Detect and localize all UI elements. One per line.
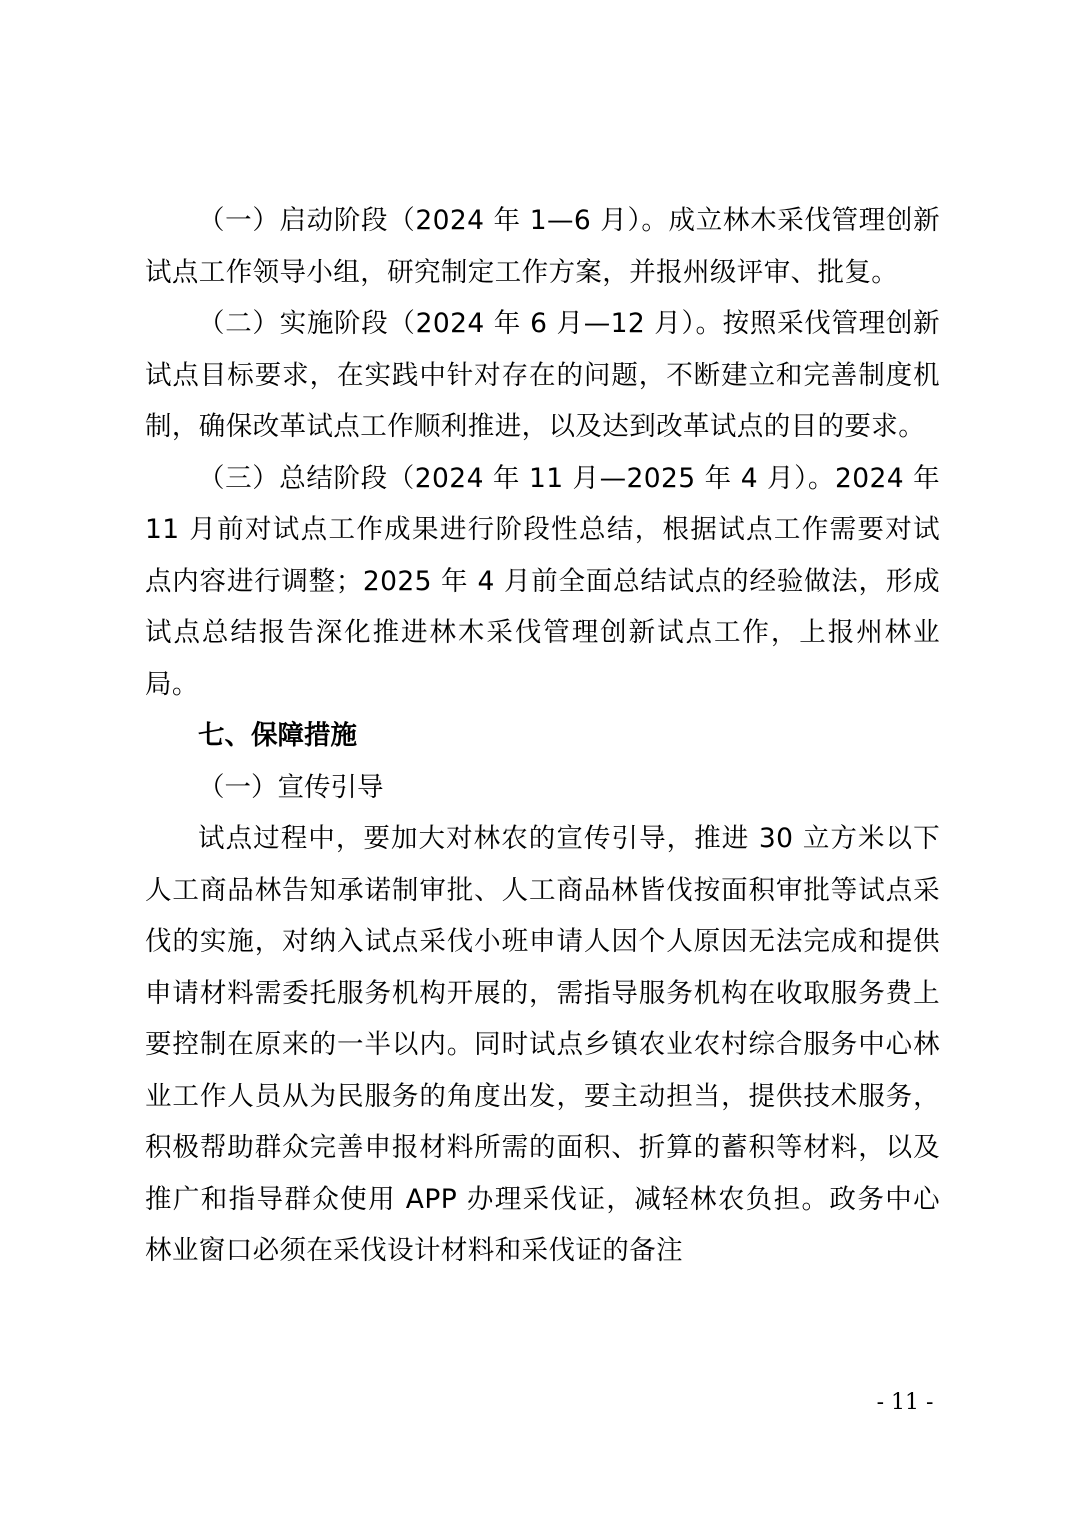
subsection-heading: （一）宣传引导 [198, 771, 384, 803]
section-heading: 七、保障措施 [198, 720, 357, 751]
paragraph-startup-stage: （一）启动阶段（2024 年 1—6 月）。成立林木采伐管理创新试点工作领导小组，研究制定工作方案，并报州级评审、批复。 [145, 205, 940, 288]
paragraph-summary-stage: （三）总结阶段（2024 年 11 月—2025 年 4 月）。2024 年 11 月前对试点工作成果进行阶段性总结，根据试点工作需要对试点内容进行调整；2025 年 4 月前全面总结试点的经验做法，形成试点总结报告深化推进林木采伐管理创新试点工作，上报州林业局。 [145, 462, 940, 700]
page-number: - 11 - [876, 1390, 934, 1415]
paragraph-publicity-guidance: 试点过程中，要加大对林农的宣传引导，推进 30 立方米以下人工商品林告知承诺制审批、人工商品林皆伐按面积审批等试点采伐的实施，对纳入试点采伐小班申请人因个人原因无法完成和提供申请材料需委托服务机构开展的，需指导服务机构在收取服务费上要控制在原来的一半以内。同时试点乡镇农业农村综合服务中心林业工作人员从为民服务的角度出发，要主动担当，提供技术服务，积极帮助群众完善申报材料所需的面积、折算的蓄积等材料，以及推广和指导群众使用 APP 办理采伐证，减轻林农负担。政务中心林业窗口必须在采伐设计材料和采伐证的备注 [145, 823, 940, 1266]
paragraph-implementation-stage: （二）实施阶段（2024 年 6 月—12 月）。按照采伐管理创新试点目标要求，在实践中针对存在的问题，不断建立和完善制度机制，确保改革试点工作顺利推进，以及达到改革试点的目的要求。 [145, 308, 940, 442]
document-body [145, 195, 940, 1277]
